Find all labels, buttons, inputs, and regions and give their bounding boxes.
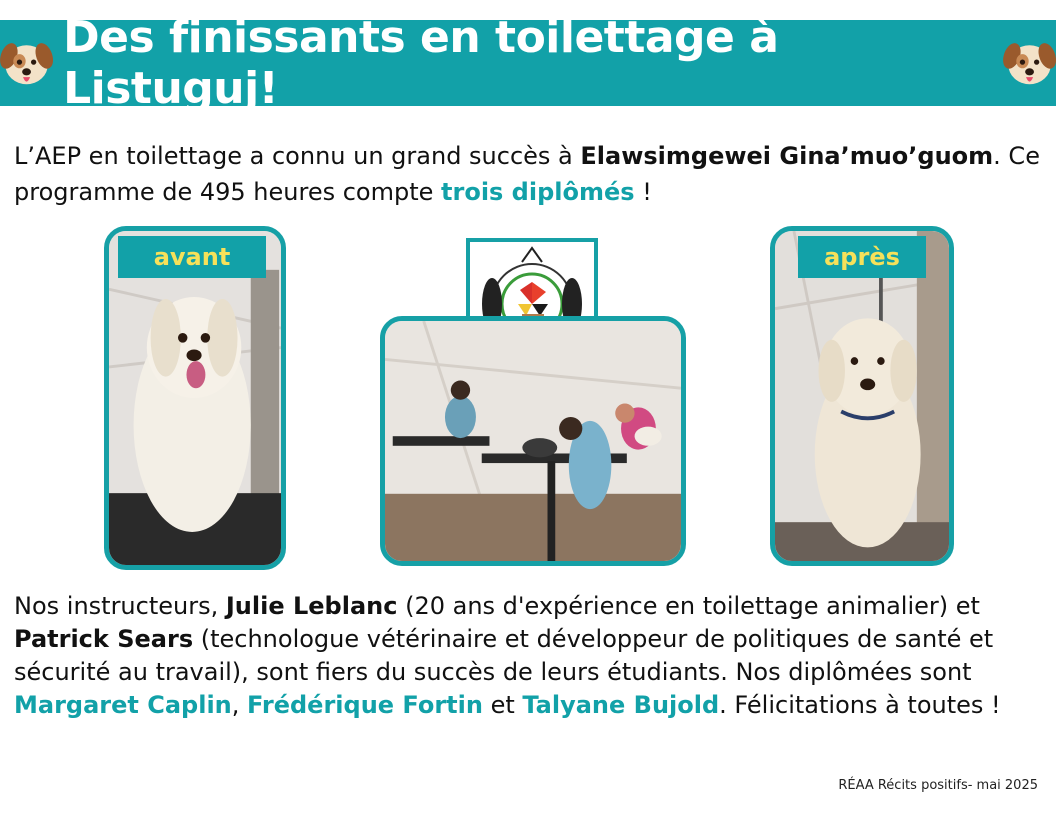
before-tag: avant	[118, 236, 266, 278]
graduates-highlight: trois diplômés	[441, 178, 635, 206]
intro-text: !	[634, 178, 652, 206]
title-banner	[0, 12, 1056, 114]
body-text: Nos instructeurs,	[14, 592, 226, 620]
footer-credit: RÉAA Récits positifs- mai 2025	[838, 778, 1038, 793]
body-text: . Félicitations à toutes !	[719, 691, 1001, 719]
graduate-name: Talyane Bujold	[522, 691, 720, 719]
after-tag: après	[798, 236, 926, 278]
graduate-name: Margaret Caplin	[14, 691, 232, 719]
page-title: Des finissants en toilettage à Listuguj!	[63, 12, 779, 114]
graduate-name: Frédérique Fortin	[247, 691, 483, 719]
dog-face-icon	[1003, 36, 1056, 90]
intro-text: L’AEP en toilettage a connu un grand succès à	[14, 142, 581, 170]
intro-paragraph	[14, 138, 1044, 210]
dog-face-icon	[0, 36, 53, 90]
classroom-photo	[380, 316, 686, 566]
instructor-name: Patrick Sears	[14, 625, 194, 653]
school-name: Elawsimgewei Gina’muo’guom	[580, 142, 994, 170]
body-text: ,	[231, 691, 248, 719]
intro-text: . Ce programme de 495 heures compte	[14, 142, 1040, 206]
body-text: et	[482, 691, 523, 719]
body-paragraph	[14, 590, 1044, 722]
body-text: (20 ans d'expérience en toilettage animalier) et	[397, 592, 980, 620]
body-text: (technologue vétérinaire et développeur de politiques de santé et sécurité au travail), sont fiers du succès de leurs étudiants. Nos diplômées sont	[14, 625, 994, 686]
instructor-name: Julie Leblanc	[225, 592, 398, 620]
